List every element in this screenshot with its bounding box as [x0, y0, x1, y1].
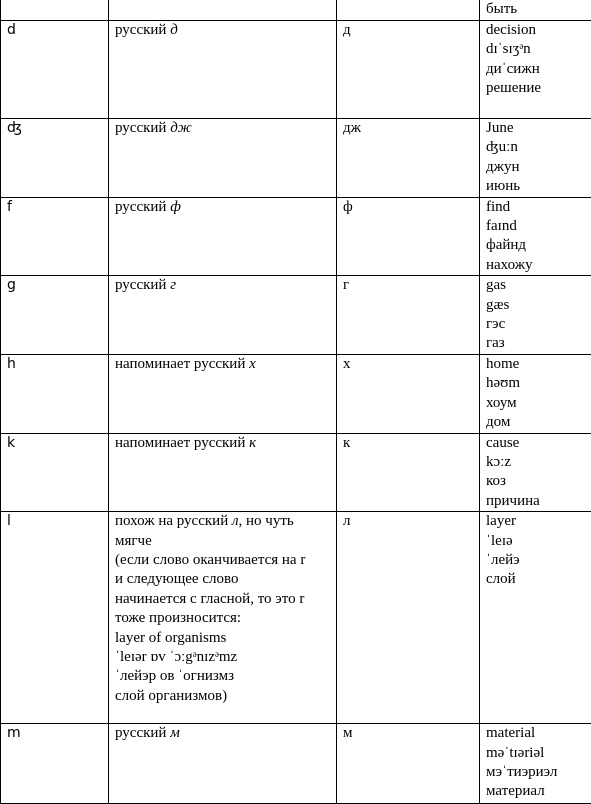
example-word: gas: [486, 276, 585, 295]
example-word: cause: [486, 434, 585, 453]
russian-letter-cell: х: [337, 354, 480, 433]
description-line: и следующее слово: [115, 570, 330, 589]
russian-letter-cell: дж: [337, 119, 480, 198]
example-translation: июнь: [486, 177, 585, 196]
description-line: ˈлейэр ов ˈогнизмз: [115, 667, 330, 686]
example-cell: [480, 512, 591, 724]
example-word: home: [486, 355, 585, 374]
example-cell: [480, 197, 591, 276]
example-russian-transcription: ˈлейэ: [486, 551, 585, 570]
description-line: мягче: [115, 532, 330, 551]
example-russian-transcription: файнд: [486, 236, 585, 255]
example-ipa: ˈleɪə: [486, 532, 585, 551]
table-row: [1, 433, 591, 512]
example-ipa: faɪnd: [486, 217, 585, 236]
example-word: find: [486, 198, 585, 217]
table-body: [1, 0, 591, 804]
ipa-symbol-cell: k: [1, 433, 109, 512]
table-row: [1, 0, 591, 21]
table-row: [1, 197, 591, 276]
example-cell: [480, 0, 591, 21]
example-ipa: məˈtɪəriəl: [486, 744, 585, 763]
russian-letter-cell: [337, 0, 480, 21]
example-ipa: gæs: [486, 296, 585, 315]
table-row: [1, 724, 591, 804]
example-word: material: [486, 724, 585, 743]
description-cell: [109, 354, 337, 433]
ipa-symbol-cell: f: [1, 197, 109, 276]
example-cell: [480, 433, 591, 512]
description-line: слой организмов): [115, 687, 330, 706]
example-russian-transcription: гэс: [486, 315, 585, 334]
example-translation: газ: [486, 334, 585, 353]
example-line: быть: [486, 0, 585, 19]
ipa-symbol-cell: m: [1, 724, 109, 804]
ipa-symbol-cell: g: [1, 276, 109, 355]
example-cell: [480, 276, 591, 355]
description-line: напоминает русский к: [115, 434, 330, 453]
example-russian-transcription: хоум: [486, 394, 585, 413]
description-cell: [109, 0, 337, 21]
description-line: (если слово оканчивается на r: [115, 551, 330, 570]
description-line: ˈleɪər ɒv ˈɔːgᵊnɪzᵊmz: [115, 648, 330, 667]
ipa-symbol-cell: l: [1, 512, 109, 724]
ipa-symbol-cell: h: [1, 354, 109, 433]
example-russian-transcription: диˈсижн: [486, 60, 585, 79]
example-word: decision: [486, 21, 585, 40]
table-row: [1, 354, 591, 433]
example-russian-transcription: коз: [486, 472, 585, 491]
example-ipa: kɔːz: [486, 453, 585, 472]
ipa-symbol-cell: d: [1, 21, 109, 119]
table-row: [1, 119, 591, 198]
ipa-symbol-cell: ʤ: [1, 119, 109, 198]
russian-letter-cell: л: [337, 512, 480, 724]
example-cell: [480, 119, 591, 198]
description-line: layer of organisms: [115, 629, 330, 648]
example-translation: нахожу: [486, 256, 585, 275]
example-translation: материал: [486, 782, 585, 801]
description-line: русский г: [115, 276, 330, 295]
description-line: начинается с гласной, то это r: [115, 590, 330, 609]
description-cell: [109, 724, 337, 804]
table-row: [1, 512, 591, 724]
description-line: русский д: [115, 21, 330, 40]
example-ipa: həʊm: [486, 374, 585, 393]
russian-letter-cell: г: [337, 276, 480, 355]
description-cell: [109, 21, 337, 119]
example-translation: дом: [486, 413, 585, 432]
example-translation: решение: [486, 79, 585, 98]
example-word: layer: [486, 512, 585, 531]
russian-letter-cell: ф: [337, 197, 480, 276]
example-ipa: dɪˈsɪʒᵊn: [486, 40, 585, 59]
description-line: русский ф: [115, 198, 330, 217]
description-cell: [109, 276, 337, 355]
example-cell: [480, 21, 591, 119]
table-row: [1, 276, 591, 355]
description-line: тоже произносится:: [115, 609, 330, 628]
description-cell: [109, 512, 337, 724]
example-cell: [480, 724, 591, 804]
description-line: напоминает русский х: [115, 355, 330, 374]
example-translation: причина: [486, 492, 585, 511]
description-line: русский м: [115, 724, 330, 743]
description-cell: [109, 197, 337, 276]
russian-letter-cell: д: [337, 21, 480, 119]
example-word: June: [486, 119, 585, 138]
table-row: [1, 21, 591, 119]
example-ipa: ʤuːn: [486, 138, 585, 157]
description-cell: [109, 119, 337, 198]
ipa-symbol-cell: [1, 0, 109, 21]
example-cell: [480, 354, 591, 433]
example-translation: слой: [486, 570, 585, 589]
description-line: русский дж: [115, 119, 330, 138]
example-russian-transcription: джун: [486, 158, 585, 177]
description-line: похож на русский л, но чуть: [115, 512, 330, 531]
description-cell: [109, 433, 337, 512]
example-russian-transcription: мэˈтиэриэл: [486, 763, 585, 782]
russian-letter-cell: к: [337, 433, 480, 512]
russian-letter-cell: м: [337, 724, 480, 804]
